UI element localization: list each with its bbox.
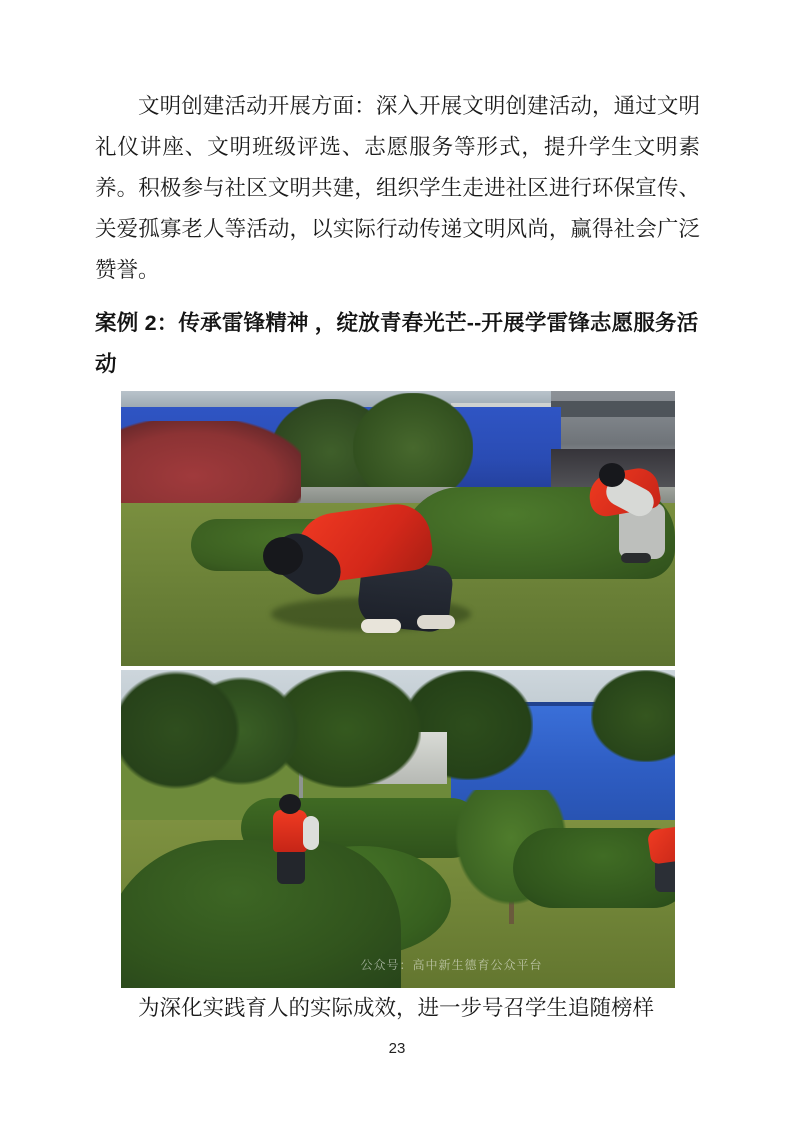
photo-watermark: 公众号：高中新生德育公众平台: [360, 958, 543, 972]
volunteers-park-cleanup-photo: [121, 670, 675, 988]
figure-group: [95, 391, 700, 988]
body-paragraph: 文明创建活动开展方面：深入开展文明创建活动，通过文明礼仪讲座、文明班级评选、志愿服务等形式，提升学生文明素养。积极参与社区文明共建，组织学生走进社区进行环保宣传、关爱孤寡老人等活动，以实际行动传递文明风尚，赢得社会广泛赞誉。: [95, 94, 700, 282]
page-number: 23: [388, 1040, 406, 1057]
page-content: [95, 86, 700, 1029]
closing-paragraph: 为深化实践育人的实际成效，进一步号召学生追随榜样: [138, 996, 655, 1020]
volunteers-trimming-hedge-photo: [121, 391, 675, 666]
case-heading: 案例 2：传承雷锋精神 ，绽放青春光芒--开展学雷锋志愿服务活动: [95, 311, 699, 376]
